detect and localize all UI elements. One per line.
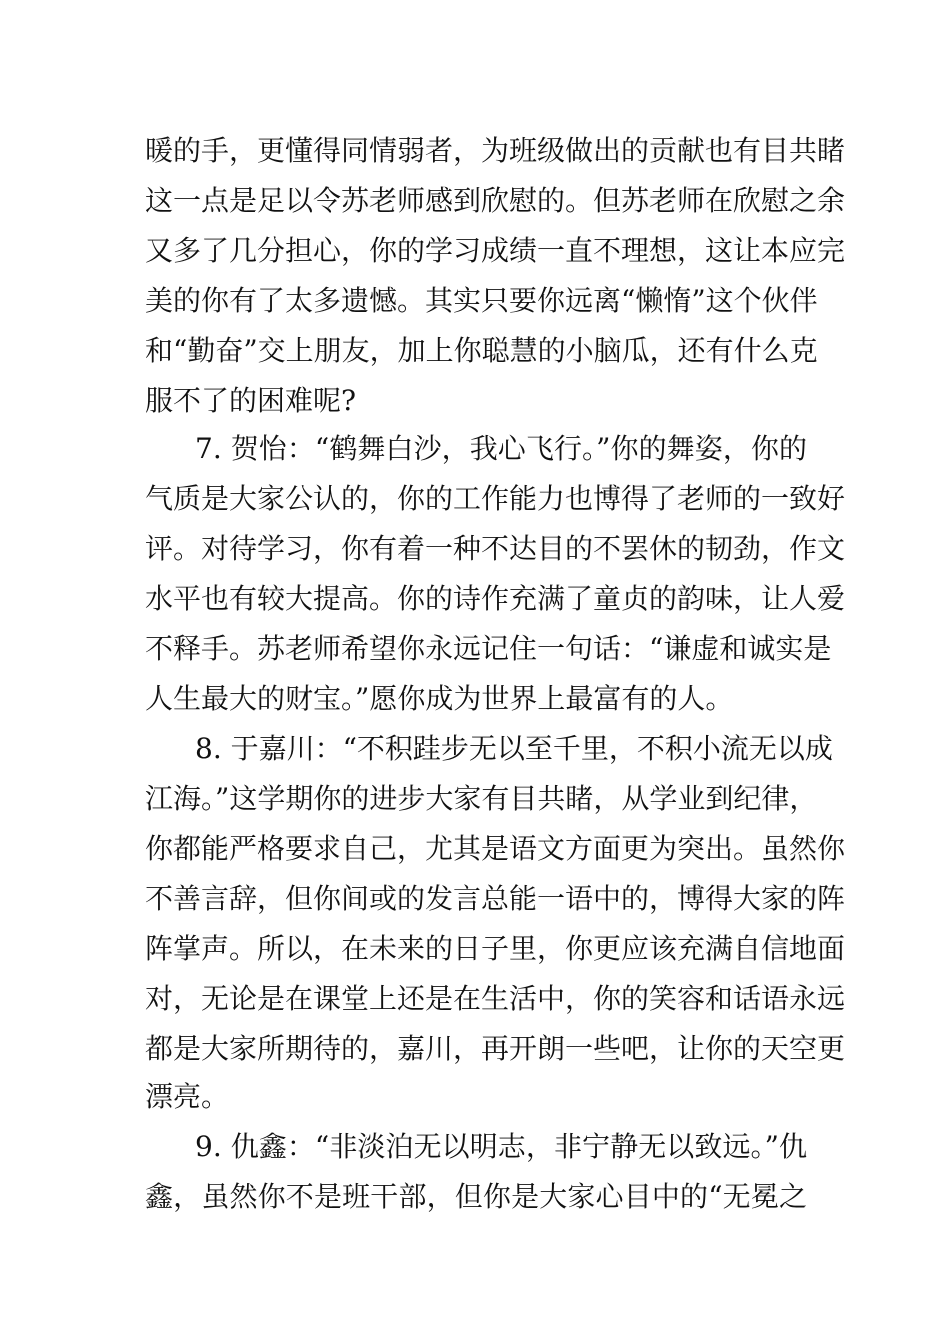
text-line: 和“勤奋”交上朋友，加上你聪慧的小脑瓜，还有什么克: [145, 334, 818, 367]
paragraph-7-first-line: 7. 贺怡：“鹤舞白沙，我心飞行。”你的舞姿，你的: [195, 432, 807, 465]
text-line: 对，无论是在课堂上还是在生活中，你的笑容和话语永远: [145, 982, 846, 1015]
text-line: 不释手。苏老师希望你永远记住一句话：“谦虚和诚实是: [145, 632, 832, 665]
text-line: 都是大家所期待的，嘉川，再开朗一些吧，让你的天空更: [145, 1032, 846, 1065]
text-line: 阵掌声。所以，在未来的日子里，你更应该充满自信地面: [145, 932, 846, 965]
text-line: 江海。”这学期你的进步大家有目共睹，从学业到纪律，: [145, 782, 818, 815]
text-line: 你都能严格要求自己，尤其是语文方面更为突出。虽然你: [145, 832, 846, 865]
text-line: 这一点是足以令苏老师感到欣慰的。但苏老师在欣慰之余: [145, 184, 846, 217]
text-line: 水平也有较大提高。你的诗作充满了童贞的韵味，让人爱: [145, 582, 846, 615]
text-line: 服不了的困难呢?: [145, 384, 357, 417]
paragraph-8-first-line: 8. 于嘉川：“不积跬步无以至千里，不积小流无以成: [195, 732, 833, 765]
text-line: 评。对待学习，你有着一种不达目的不罢休的韧劲，作文: [145, 532, 846, 565]
text-line: 又多了几分担心，你的学习成绩一直不理想，这让本应完: [145, 234, 846, 267]
text-line: 气质是大家公认的，你的工作能力也博得了老师的一致好: [145, 482, 846, 515]
text-line: 暖的手，更懂得同情弱者，为班级做出的贡献也有目共睹: [145, 134, 846, 167]
paragraph-9-first-line: 9. 仇鑫：“非淡泊无以明志，非宁静无以致远。”仇: [195, 1130, 807, 1163]
text-line: 漂亮。: [145, 1080, 230, 1113]
text-line: 鑫，虽然你不是班干部，但你是大家心目中的“无冕之: [145, 1180, 807, 1213]
text-line: 美的你有了太多遗憾。其实只要你远离“懒惰”这个伙伴: [145, 284, 818, 317]
text-line: 不善言辞，但你间或的发言总能一语中的，博得大家的阵: [145, 882, 846, 915]
text-line: 人生最大的财宝。”愿你成为世界上最富有的人。: [145, 682, 734, 715]
